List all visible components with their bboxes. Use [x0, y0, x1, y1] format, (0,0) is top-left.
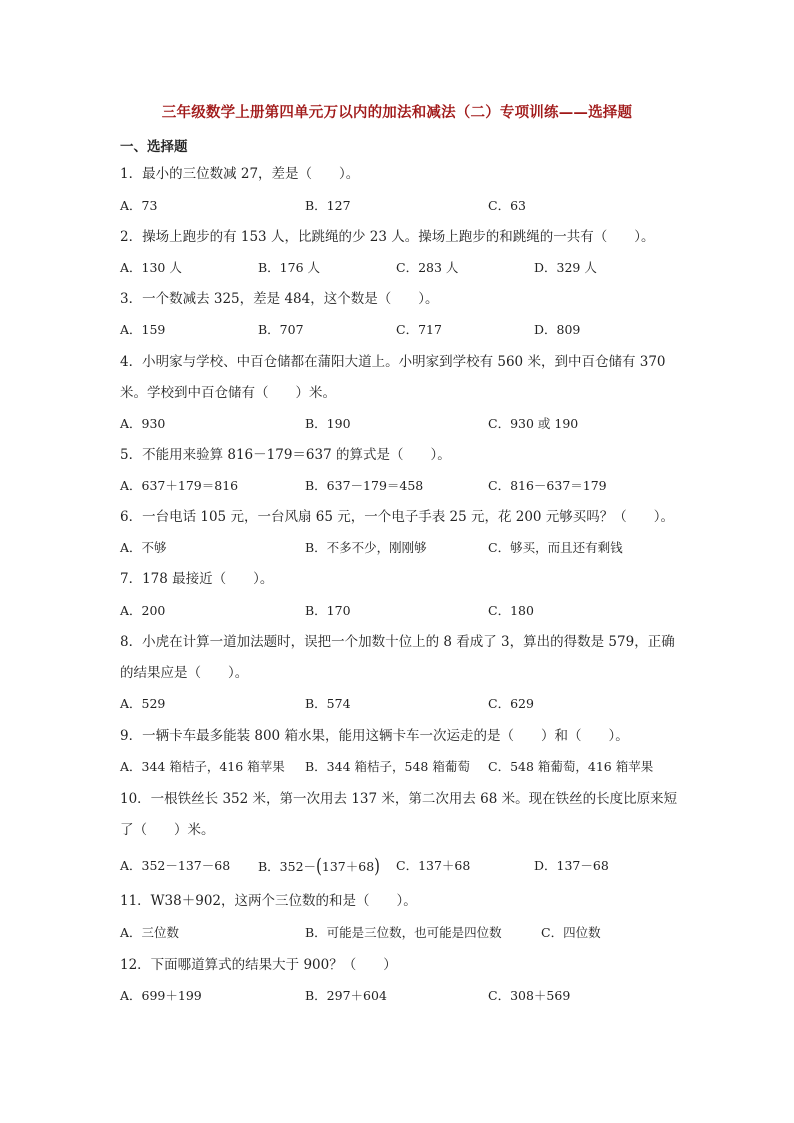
q10-option-b-text: B．352－ — [258, 859, 317, 874]
q3-option-a: A．159 — [120, 322, 166, 337]
q5-option-c: C．816－637＝179 — [488, 478, 607, 493]
q12-option-b: B．297＋604 — [305, 988, 387, 1003]
left-paren: ( — [316, 854, 322, 878]
q7-option-c: C．180 — [488, 603, 534, 618]
q3-option-b: B．707 — [258, 322, 304, 337]
question-7: 7．178 最接近（ ）。 — [120, 571, 274, 587]
q1-option-b: B．127 — [305, 198, 351, 213]
q7-option-b: B．170 — [305, 603, 351, 618]
q9-option-c: C．548 箱葡萄，416 箱苹果 — [488, 759, 654, 774]
question-10-line-1: 10．一根铁丝长 352 米，第一次用去 137 米，第二次用去 68 米。现在铁丝的长度比原来短 — [120, 791, 678, 807]
page-title: 三年级数学上册第四单元万以内的加法和减法（二）专项训练——选择题 — [161, 104, 633, 121]
question-6: 6．一台电话 105 元，一台风扇 65 元，一个电子手表 25 元，花 200 元够买吗？（ ）。 — [120, 509, 675, 525]
q8-option-b: B．574 — [305, 696, 351, 711]
question-3: 3．一个数减去 325，差是 484，这个数是（ ）。 — [120, 291, 439, 307]
q9-option-a: A．344 箱桔子，416 箱苹果 — [120, 759, 285, 774]
q11-option-b: B．可能是三位数，也可能是四位数 — [305, 925, 502, 940]
question-8-line-1: 8．小虎在计算一道加法题时，误把一个加数十位上的 8 看成了 3，算出的得数是 579，正确 — [120, 634, 675, 650]
section-heading: 一、选择题 — [120, 139, 188, 155]
q11-option-c: C．四位数 — [541, 925, 601, 940]
q8-option-c: C．629 — [488, 696, 534, 711]
question-4-line-1: 4．小明家与学校、中百仓储都在蒲阳大道上。小明家到学校有 560 米，到中百仓储有 370 — [120, 354, 666, 370]
q12-option-c: C．308＋569 — [488, 988, 571, 1003]
q3-option-d: D．809 — [534, 322, 581, 337]
q4-option-b: B．190 — [305, 416, 351, 431]
q10-option-a: A．352－137－68 — [120, 858, 231, 873]
right-paren: ) — [374, 854, 381, 878]
q2-option-d: D．329 人 — [534, 260, 597, 275]
question-10-line-2: 了（ ）米。 — [120, 822, 215, 838]
question-4-line-2: 米。学校到中百仓储有（ ）米。 — [120, 385, 336, 401]
question-2: 2．操场上跑步的有 153 人，比跳绳的少 23 人。操场上跑步的和跳绳的一共有（ ）。 — [120, 229, 655, 245]
q8-option-a: A．529 — [120, 696, 166, 711]
q1-option-a: A．73 — [120, 198, 158, 213]
question-8-line-2: 的结果应是（ ）。 — [120, 665, 249, 681]
q6-option-a: A．不够 — [120, 540, 167, 555]
q5-option-b: B．637－179＝458 — [305, 478, 424, 493]
question-1: 1．最小的三位数减 27，差是（ ）。 — [120, 166, 360, 182]
q4-option-c: C．930 或 190 — [488, 416, 579, 431]
question-5: 5．不能用来验算 816－179＝637 的算式是（ ）。 — [120, 447, 451, 463]
question-11: 11．W38＋902，这两个三位数的和是（ ）。 — [120, 893, 417, 909]
question-9: 9．一辆卡车最多能装 800 箱水果，能用这辆卡车一次运走的是（ ）和（ ）。 — [120, 728, 629, 744]
q3-option-c: C．717 — [396, 322, 442, 337]
q7-option-a: A．200 — [120, 603, 166, 618]
q5-option-a: A．637＋179＝816 — [120, 478, 239, 493]
q10-option-c: C．137＋68 — [396, 858, 471, 873]
q10-option-b-inner: 137＋68 — [321, 859, 375, 874]
q6-option-b: B．不多不少，刚刚够 — [305, 540, 427, 555]
q10-option-b — [258, 854, 381, 878]
q4-option-a: A．930 — [120, 416, 166, 431]
q10-option-d: D．137－68 — [534, 858, 609, 873]
q2-option-c: C．283 人 — [396, 260, 459, 275]
q11-option-a: A．三位数 — [120, 925, 180, 940]
question-12: 12．下面哪道算式的结果大于 900？（ ） — [120, 957, 397, 973]
q6-option-c: C．够买，而且还有剩钱 — [488, 540, 623, 555]
q1-option-c: C．63 — [488, 198, 526, 213]
q2-option-a: A．130 人 — [120, 260, 182, 275]
q2-option-b: B．176 人 — [258, 260, 321, 275]
q9-option-b: B．344 箱桔子，548 箱葡萄 — [305, 759, 470, 774]
q12-option-a: A．699＋199 — [120, 988, 202, 1003]
